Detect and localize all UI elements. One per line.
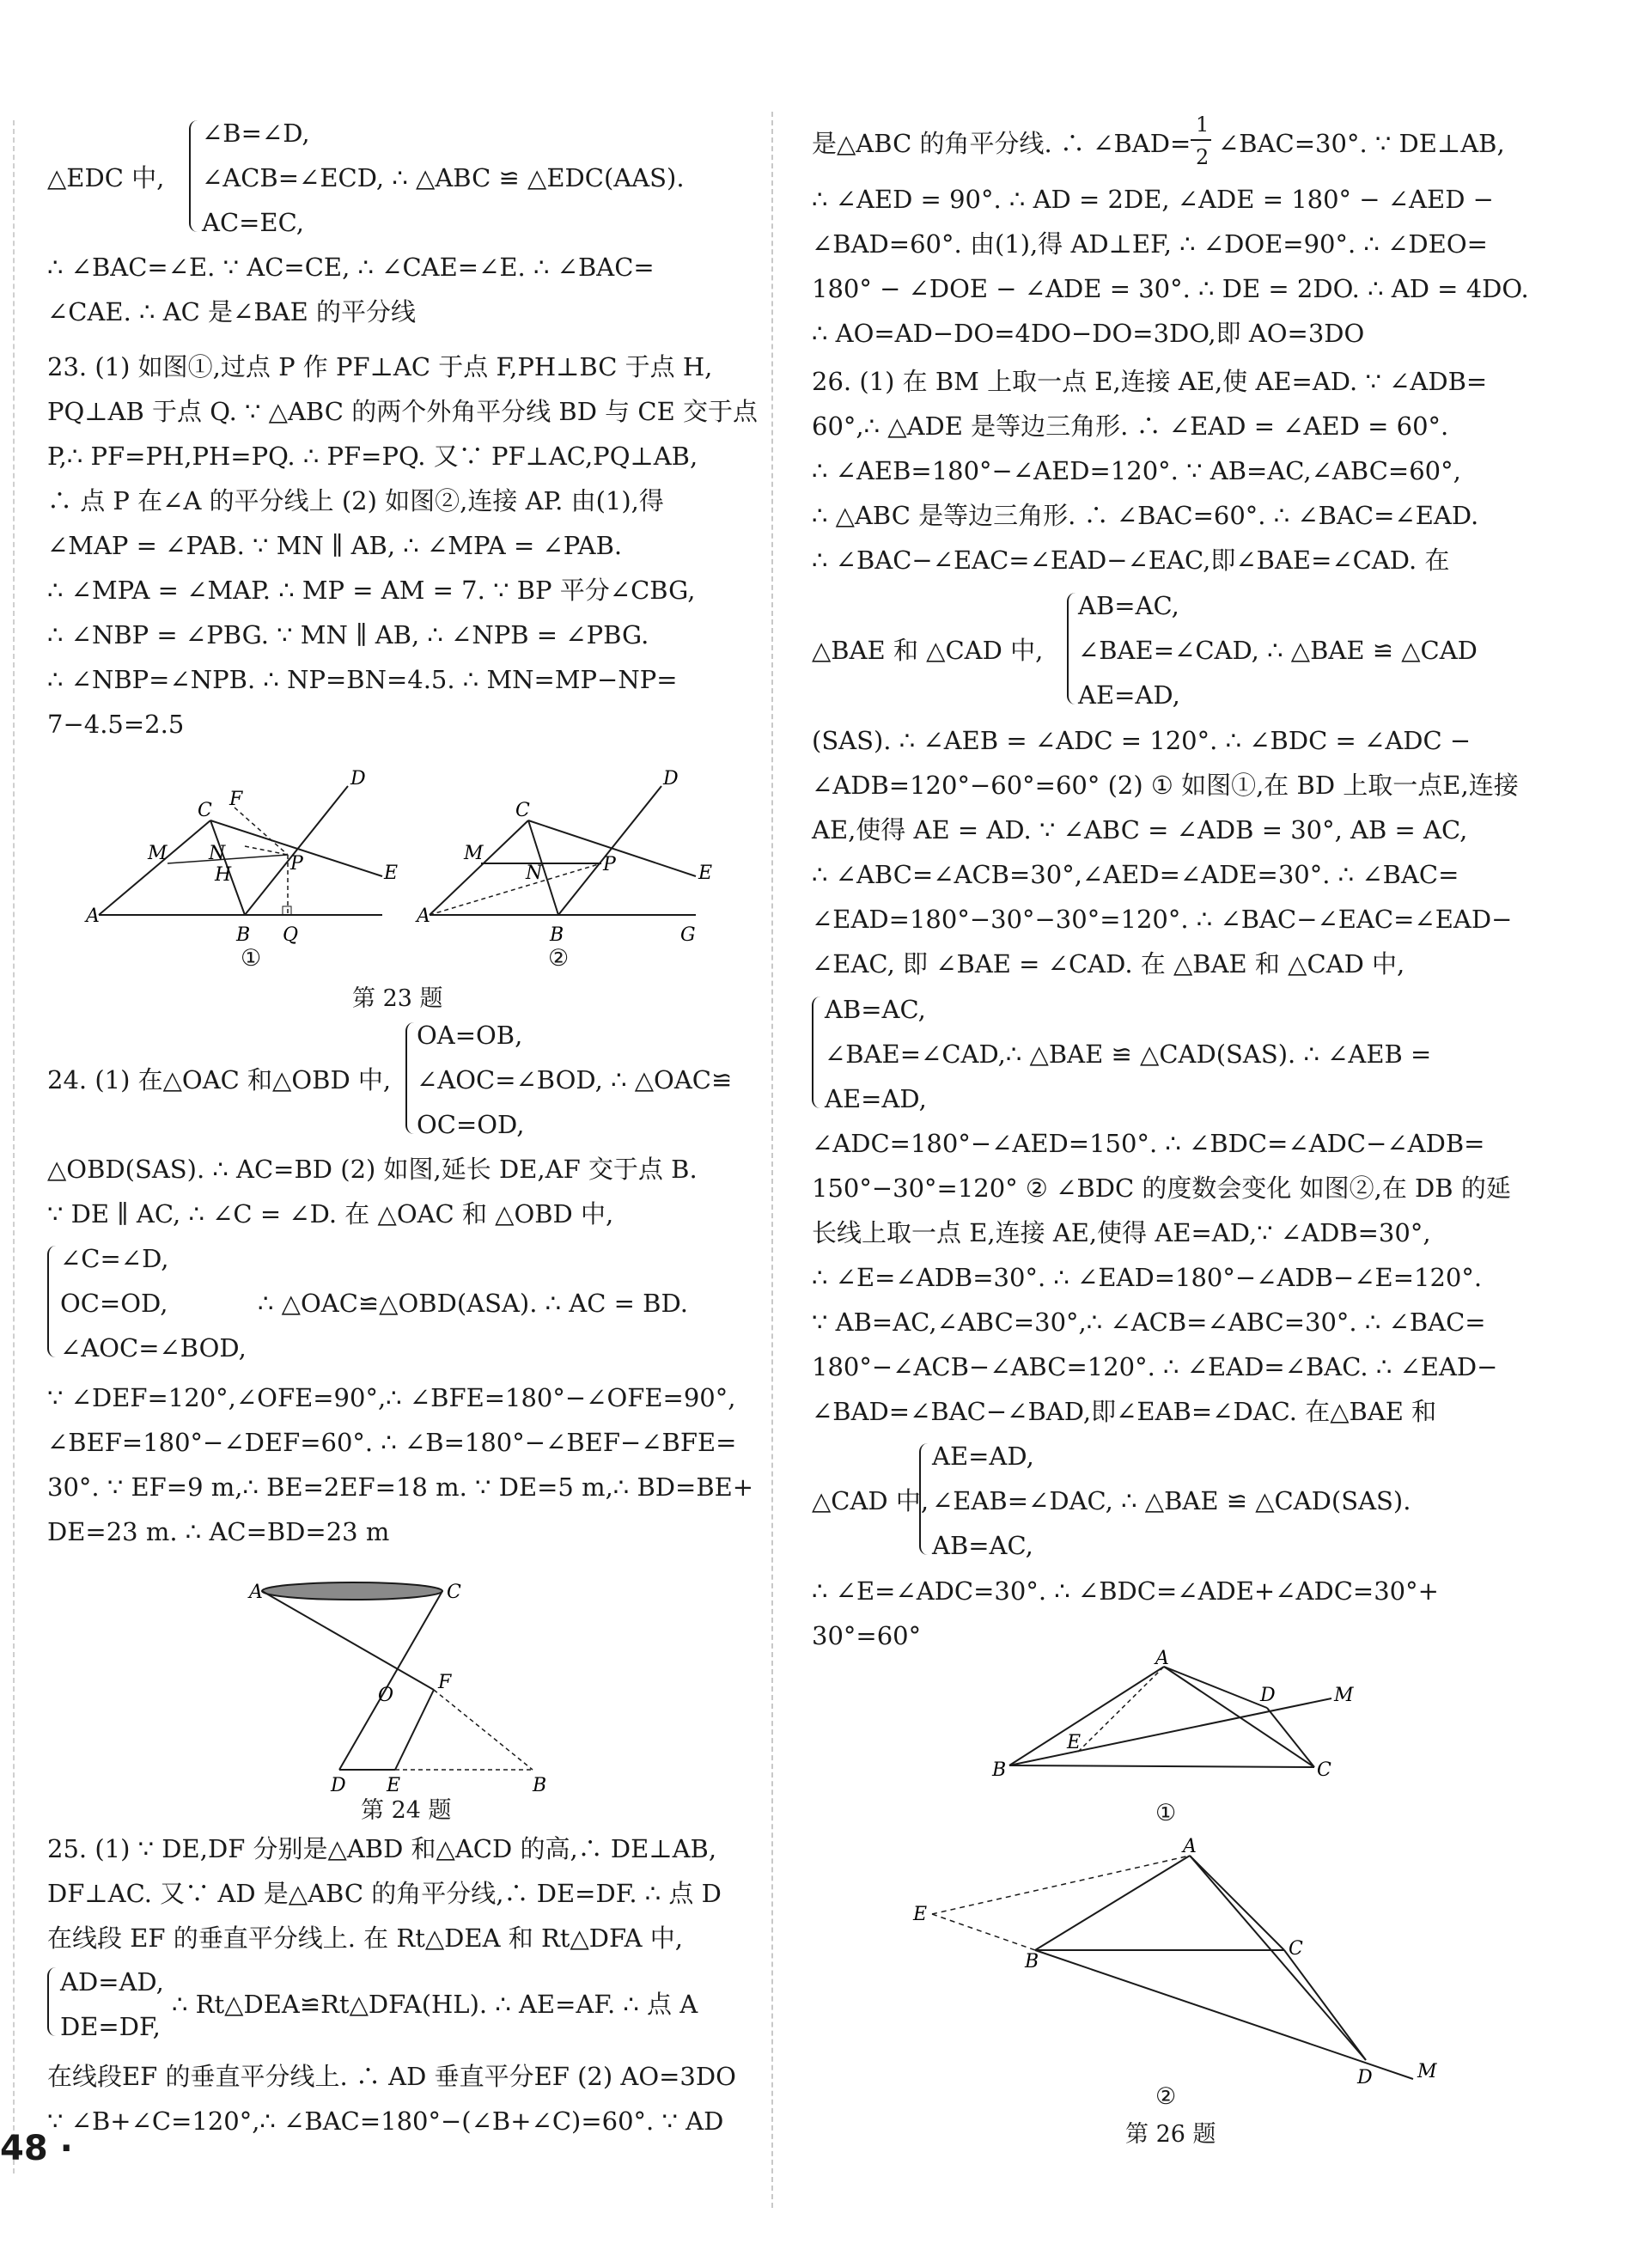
- svg-text:P: P: [290, 853, 303, 875]
- figure-23-1: [82, 769, 425, 958]
- svg-text:C: C: [515, 800, 530, 821]
- text-line: 180° − ∠DOE − ∠ADE = 30°. ∴ DE = 2DO. ∴ AD = 4DO.: [812, 274, 1529, 303]
- svg-text:P: P: [603, 854, 616, 875]
- text-line: ∵ ∠DEF=120°,∠OFE=90°,∴ ∠BFE=180°−∠OFE=90°,: [47, 1383, 736, 1412]
- text-line: ∠EAD=180°−30°−30°=120°. ∴ ∠BAC−∠EAC=∠EAD−: [812, 905, 1513, 934]
- svg-text:D: D: [331, 1775, 346, 1796]
- text-line: AE=AD,: [1078, 680, 1180, 710]
- text-line: 180°−∠ACB−∠ABC=120°. ∴ ∠EAD=∠BAC. ∴ ∠EAD−: [812, 1352, 1498, 1381]
- svg-text:E: E: [387, 1775, 401, 1796]
- figure-26-1: [984, 1648, 1379, 1783]
- text-line: 7−4.5=2.5: [47, 710, 185, 739]
- brace: [189, 120, 199, 232]
- column-divider: [771, 112, 773, 2208]
- figure-label: ①: [241, 945, 262, 972]
- text-line: ∠AOC=∠BOD,: [60, 1333, 247, 1363]
- svg-text:E: E: [913, 1904, 928, 1925]
- text-line: ∠BAD=∠BAC−∠BAD,即∠EAB=∠DAC. 在△BAE 和: [812, 1397, 1437, 1426]
- svg-text:B: B: [992, 1759, 1007, 1781]
- text-line: △CAD 中,: [812, 1486, 929, 1515]
- figure-label: ②: [548, 945, 570, 972]
- figure-24: [249, 1559, 576, 1800]
- text-line: ∠ACB=∠ECD, ∴ △ABC ≌ △EDC(AAS).: [202, 163, 685, 192]
- fraction-denominator: 2: [1196, 145, 1210, 169]
- text-line: ∠ADC=180°−∠AED=150°. ∴ ∠BDC=∠ADC−∠ADB=: [812, 1129, 1485, 1158]
- svg-text:B: B: [236, 924, 251, 946]
- text-line: ∴ ∠E=∠ADB=30°. ∴ ∠EAD=180°−∠ADB−∠E=120°.: [812, 1263, 1483, 1292]
- svg-text:B: B: [533, 1775, 547, 1796]
- text-line: AB=AC,: [1078, 591, 1179, 620]
- page-number: 48 ·: [0, 2129, 73, 2168]
- text-line: ∠C=∠D,: [60, 1244, 169, 1273]
- svg-text:A: A: [1183, 1836, 1197, 1857]
- text-line: 在线段 EF 的垂直平分线上. 在 Rt△DEA 和 Rt△DFA 中,: [47, 1924, 683, 1953]
- text-line: AD=AD,: [60, 1967, 164, 1997]
- text-line: AB=AC,: [825, 995, 926, 1024]
- text-line: 25. (1) ∵ DE,DF 分别是△ABD 和△ACD 的高,∴ DE⊥AB,: [47, 1834, 717, 1863]
- text-line: ∠MAP = ∠PAB. ∵ MN ∥ AB, ∴ ∠MPA = ∠PAB.: [47, 531, 623, 560]
- svg-text:A: A: [417, 905, 430, 927]
- text-line: ∵ DE ∥ AC, ∴ ∠C = ∠D. 在 △OAC 和 △OBD 中,: [47, 1199, 614, 1228]
- svg-text:C: C: [1289, 1938, 1303, 1960]
- text-line: ∠BEF=180°−∠DEF=60°. ∴ ∠B=180°−∠BEF−∠BFE=: [47, 1428, 737, 1457]
- text-line: △OBD(SAS). ∴ AC=BD (2) 如图,延长 DE,AF 交于点 B.: [47, 1155, 698, 1184]
- svg-text:D: D: [1357, 2067, 1373, 2088]
- svg-text:F: F: [438, 1672, 452, 1693]
- text-line: DE=DF,: [60, 2012, 161, 2041]
- text-line: AC=EC,: [202, 208, 304, 237]
- text-line: ∵ ∠B+∠C=120°,∴ ∠BAC=180°−(∠B+∠C)=60°. ∵ AD: [47, 2106, 724, 2136]
- svg-text:B: B: [550, 924, 564, 946]
- text-line: 23. (1) 如图①,过点 P 作 PF⊥AC 于点 F,PH⊥BC 于点 H,: [47, 352, 713, 381]
- text-line: ∴ ∠E=∠ADC=30°. ∴ ∠BDC=∠ADE+∠ADC=30°+: [812, 1576, 1439, 1606]
- text-line: ∴ △OAC≌△OBD(ASA). ∴ AC = BD.: [258, 1289, 688, 1318]
- text-line: △BAE 和 △CAD 中,: [812, 636, 1044, 665]
- svg-text:E: E: [1067, 1732, 1082, 1753]
- svg-text:D: D: [663, 768, 679, 790]
- figure-label: ①: [1155, 1800, 1177, 1826]
- figure-caption: 第 24 题: [361, 1797, 452, 1824]
- brace: [405, 1022, 416, 1134]
- svg-text:M: M: [1334, 1685, 1354, 1706]
- svg-text:B: B: [1025, 1951, 1039, 1972]
- text-line: ∠AOC=∠BOD, ∴ △OAC≌: [417, 1065, 733, 1094]
- svg-text:C: C: [1317, 1759, 1331, 1781]
- svg-text:H: H: [215, 864, 232, 886]
- text-line: DF⊥AC. 又∵ AD 是△ABC 的角平分线,∴ DE=DF. ∴ 点 D: [47, 1879, 722, 1908]
- text-line: ∴ ∠MPA = ∠MAP. ∴ MP = AM = 7. ∵ BP 平分∠CBG,: [47, 576, 696, 605]
- svg-text:N: N: [209, 843, 226, 864]
- text-line: AE=AD,: [932, 1442, 1034, 1471]
- text-line: ∴ Rt△DEA≌Rt△DFA(HL). ∴ AE=AF. ∴ 点 A: [172, 1990, 698, 2019]
- brace: [47, 1246, 58, 1357]
- text-line: ∴ ∠AEB=180°−∠AED=120°. ∵ AB=AC,∠ABC=60°,: [812, 456, 1461, 485]
- text-line: 26. (1) 在 BM 上取一点 E,连接 AE,使 AE=AD. ∵ ∠ADB=: [812, 367, 1488, 396]
- text-line: ∠CAE. ∴ AC 是∠BAE 的平分线: [47, 297, 416, 326]
- fraction-numerator: 1: [1196, 113, 1210, 137]
- text-line: OA=OB,: [417, 1021, 523, 1050]
- text-line: ∴ △ABC 是等边三角形. ∴ ∠BAC=60°. ∴ ∠BAC=∠EAD.: [812, 501, 1479, 530]
- text-line: ∵ AB=AC,∠ABC=30°,∴ ∠ACB=∠ABC=30°. ∴ ∠BAC=: [812, 1308, 1486, 1337]
- text-line: ∠ADB=120°−60°=60° (2) ① 如图①,在 BD 上取一点E,连接: [812, 771, 1519, 800]
- svg-text:D: D: [1260, 1685, 1276, 1706]
- svg-text:G: G: [680, 924, 696, 946]
- text-line: ∴ AO=AD−DO=4DO−DO=3DO,即 AO=3DO: [812, 319, 1365, 348]
- brace: [1067, 593, 1077, 704]
- text-line: ∠BAE=∠CAD, ∴ △BAE ≌ △CAD: [1078, 636, 1478, 665]
- text-line: 在线段EF 的垂直平分线上. ∴ AD 垂直平分EF (2) AO=3DO: [47, 2062, 736, 2091]
- text-line: OC=OD,: [60, 1289, 168, 1318]
- brace: [47, 1967, 58, 2036]
- fraction-bar: [1191, 139, 1211, 141]
- text-line: 是△ABC 的角平分线. ∴ ∠BAD=: [812, 129, 1191, 158]
- brace: [812, 997, 822, 1108]
- text-line: AE,使得 AE = AD. ∵ ∠ABC = ∠ADB = 30°, AB = AC,: [812, 815, 1468, 844]
- svg-text:E: E: [698, 863, 713, 884]
- svg-text:A: A: [86, 905, 100, 927]
- text-line: ∴ ∠BAC−∠EAC=∠EAD−∠EAC,即∠BAE=∠CAD. 在: [812, 546, 1450, 575]
- text-line: ∴ 点 P 在∠A 的平分线上 (2) 如图②,连接 AP. 由(1),得: [47, 486, 664, 515]
- svg-text:C: C: [198, 800, 212, 821]
- text-line: 30°=60°: [812, 1621, 922, 1650]
- svg-text:F: F: [229, 789, 243, 810]
- text-line: OC=OD,: [417, 1110, 525, 1139]
- text-line: PQ⊥AB 于点 Q. ∵ △ABC 的两个外角平分线 BD 与 CE 交于点: [47, 397, 758, 426]
- svg-text:O: O: [378, 1685, 394, 1706]
- text-line: 150°−30°=120° ② ∠BDC 的度数会变化 如图②,在 DB 的延: [812, 1174, 1511, 1203]
- text-line: ∴ ∠ABC=∠ACB=30°,∠AED=∠ADE=30°. ∴ ∠BAC=: [812, 860, 1459, 889]
- svg-text:E: E: [384, 863, 399, 884]
- binding-margin-line: [13, 120, 15, 2174]
- text-line: 30°. ∵ EF=9 m,∴ BE=2EF=18 m. ∵ DE=5 m,∴ BD=BE+: [47, 1472, 754, 1502]
- text-line: ∠BAC=30°. ∵ DE⊥AB,: [1218, 129, 1505, 158]
- svg-text:C: C: [447, 1582, 461, 1603]
- figure-label: ②: [1155, 2083, 1177, 2110]
- text-line: ∴ ∠NBP=∠NPB. ∴ NP=BN=4.5. ∴ MN=MP−NP=: [47, 665, 678, 694]
- text-line: ∠BAD=60°. 由(1),得 AD⊥EF, ∴ ∠DOE=90°. ∴ ∠DEO=: [812, 229, 1488, 259]
- text-line: △EDC 中,: [47, 163, 165, 192]
- svg-text:D: D: [350, 768, 366, 790]
- svg-text:A: A: [249, 1582, 263, 1603]
- text-line: AB=AC,: [932, 1531, 1033, 1560]
- text-line: ∠BAE=∠CAD,∴ △BAE ≌ △CAD(SAS). ∴ ∠AEB =: [825, 1040, 1432, 1069]
- text-line: ∴ ∠AED = 90°. ∴ AD = 2DE, ∠ADE = 180° − ∠AED −: [812, 185, 1494, 214]
- text-line: ∴ ∠BAC=∠E. ∵ AC=CE, ∴ ∠CAE=∠E. ∴ ∠BAC=: [47, 253, 655, 282]
- svg-text:N: N: [526, 863, 543, 884]
- figure-caption: 第 23 题: [352, 985, 443, 1012]
- text-line: ∠EAC, 即 ∠BAE = ∠CAD. 在 △BAE 和 △CAD 中,: [812, 949, 1405, 979]
- text-line: P,∴ PF=PH,PH=PQ. ∴ PF=PQ. 又∵ PF⊥AC,PQ⊥AB,: [47, 442, 698, 471]
- text-line: (SAS). ∴ ∠AEB = ∠ADC = 120°. ∴ ∠BDC = ∠ADC −: [812, 726, 1472, 755]
- svg-text:A: A: [1155, 1648, 1169, 1669]
- svg-text:Q: Q: [283, 924, 299, 946]
- text-line: DE=23 m. ∴ AC=BD=23 m: [47, 1517, 390, 1546]
- figure-caption: 第 26 题: [1125, 2121, 1216, 2148]
- svg-text:M: M: [464, 843, 484, 864]
- text-line: ∴ ∠NBP = ∠PBG. ∵ MN ∥ AB, ∴ ∠NPB = ∠PBG.: [47, 620, 649, 649]
- text-line: 24. (1) 在△OAC 和△OBD 中,: [47, 1065, 392, 1094]
- figure-23-2: [412, 769, 739, 958]
- svg-text:M: M: [1417, 2061, 1437, 2082]
- text-line: AE=AD,: [825, 1084, 927, 1113]
- text-line: ∠B=∠D,: [202, 119, 310, 148]
- text-line: ∠EAB=∠DAC, ∴ △BAE ≌ △CAD(SAS).: [932, 1486, 1411, 1515]
- text-line: 60°,∴ △ADE 是等边三角形. ∴ ∠EAD = ∠AED = 60°.: [812, 412, 1449, 441]
- text-line: 长线上取一点 E,连接 AE,使得 AE=AD,∵ ∠ADB=30°,: [812, 1218, 1431, 1247]
- figure-26-2: [906, 1838, 1447, 2096]
- svg-text:M: M: [148, 843, 168, 864]
